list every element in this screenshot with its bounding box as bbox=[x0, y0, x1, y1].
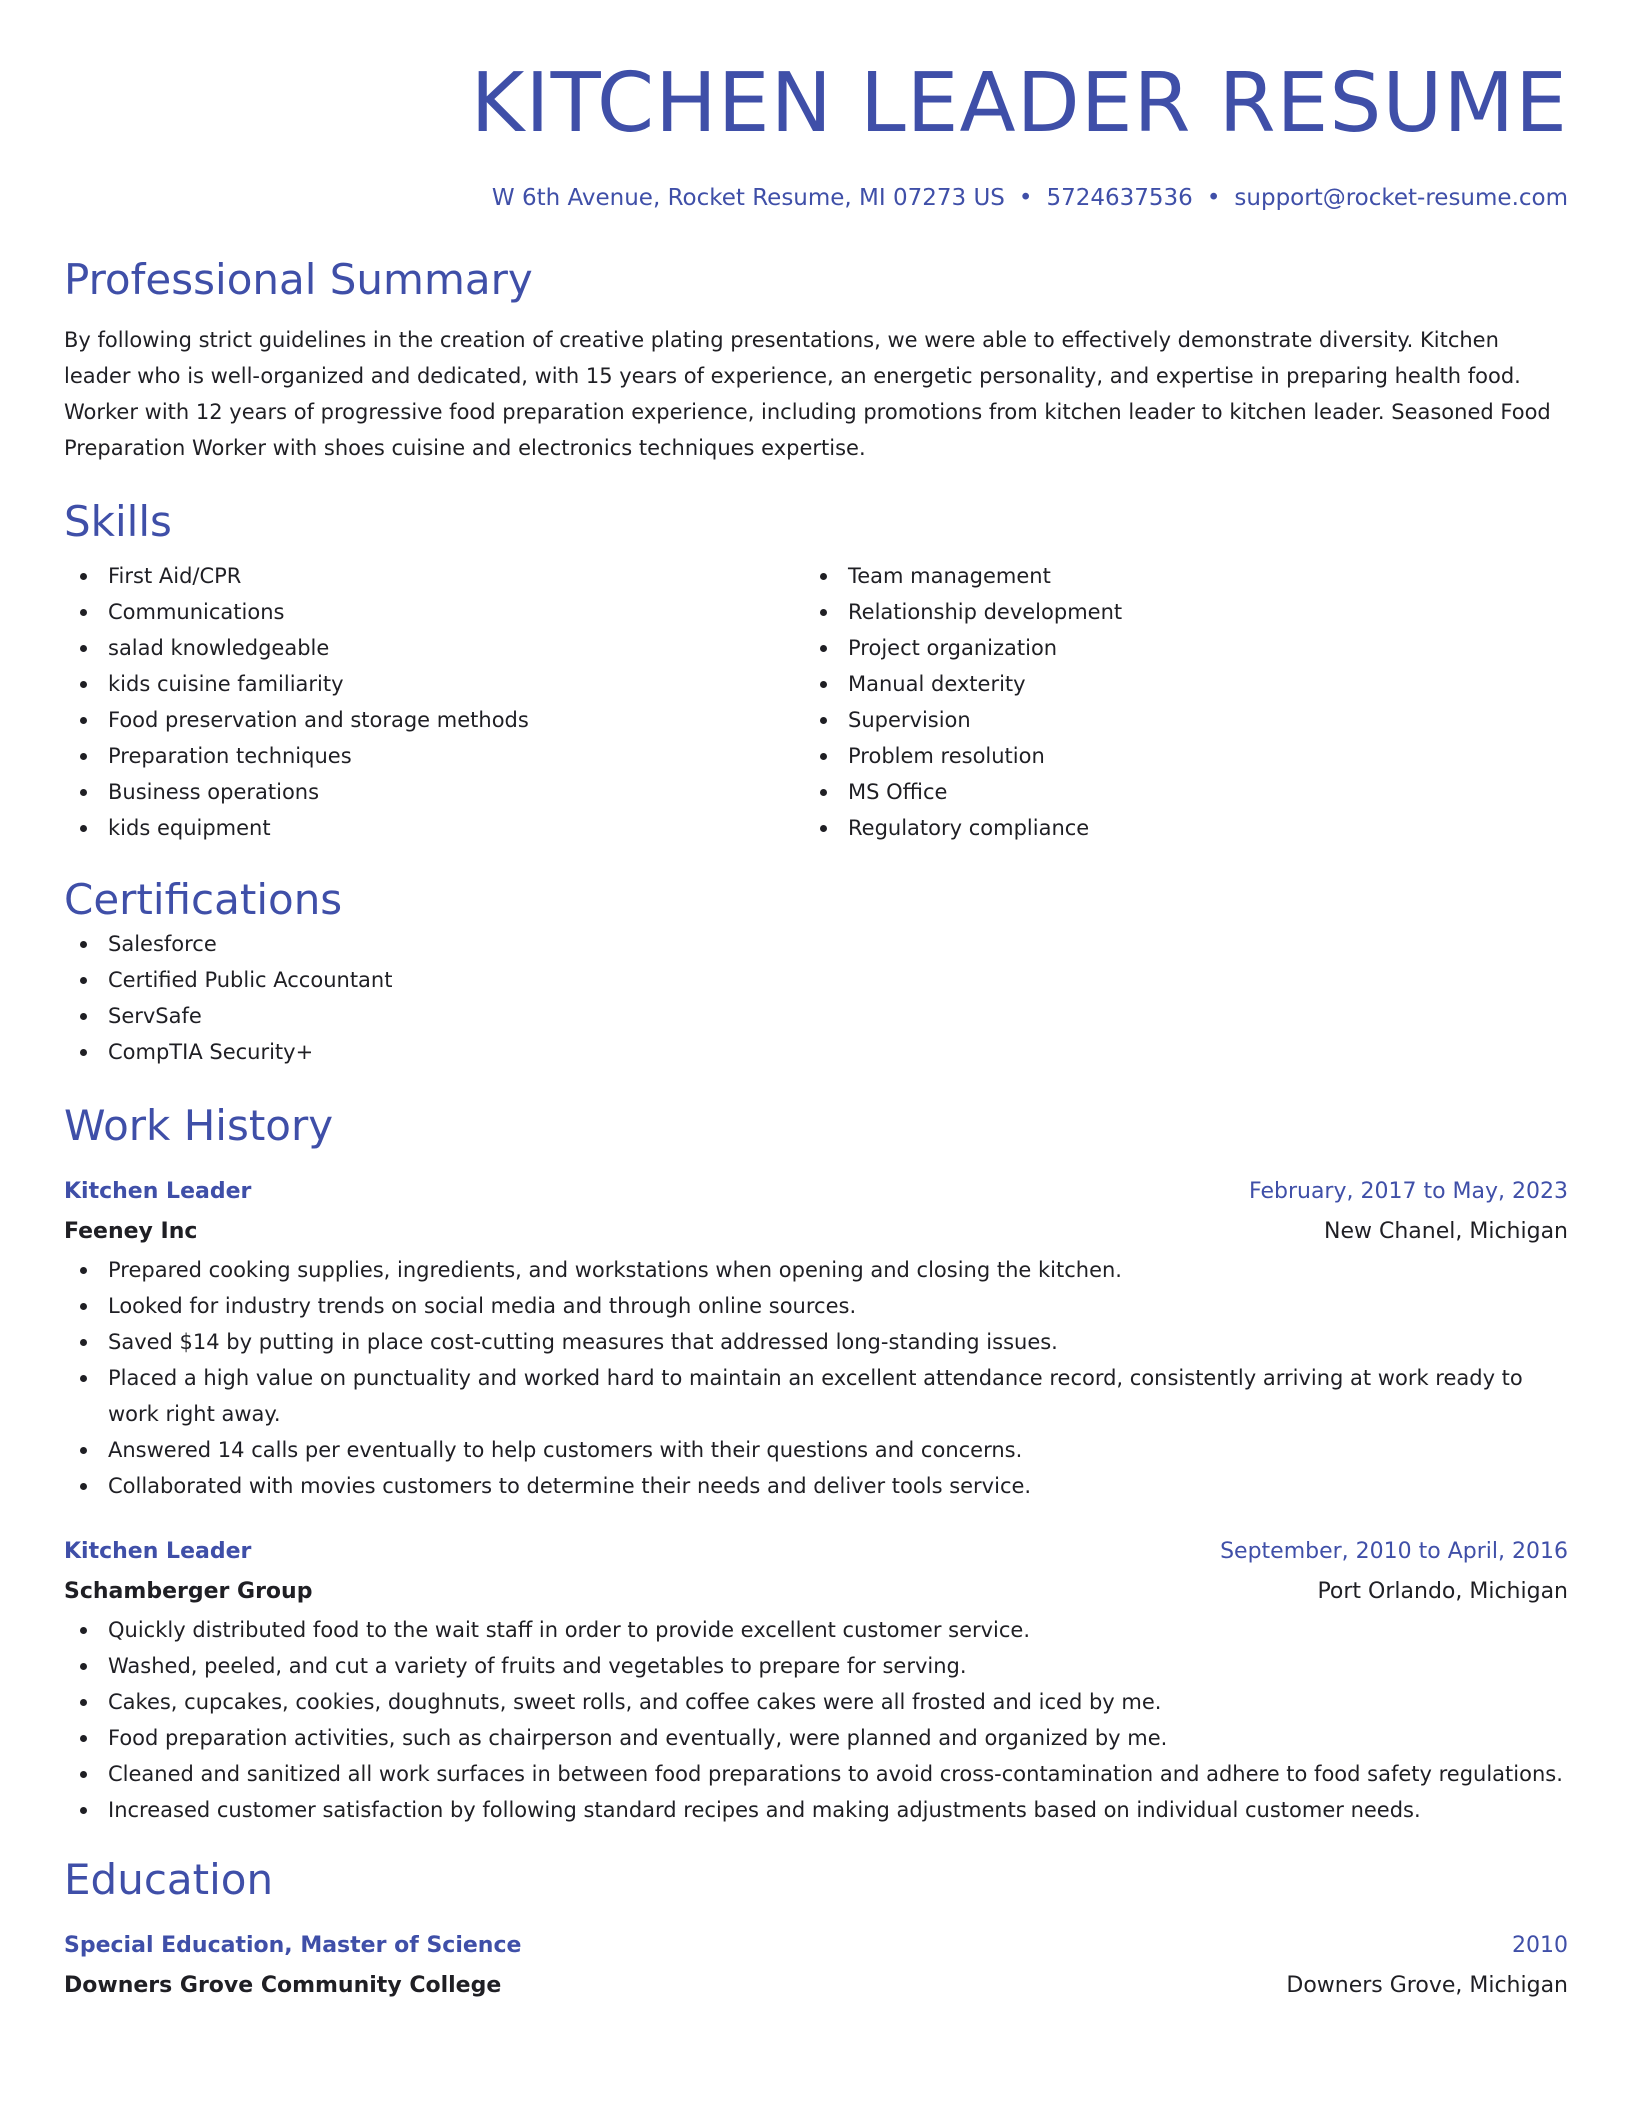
skill-item: Business operations bbox=[64, 774, 804, 810]
education-school: Downers Grove Community College bbox=[64, 1973, 502, 1998]
job-dates: February, 2017 to May, 2023 bbox=[1249, 1179, 1568, 1204]
contact-address: W 6th Avenue, Rocket Resume, MI 07273 US bbox=[491, 185, 1005, 211]
education-entry bbox=[64, 1926, 1568, 2006]
summary-text: By following strict guidelines in the creation of creative plating presentations, we were able to effectively demonstrate diversity. Kitchen leader who is well-organized and dedicated, with 15 years of experience, an energetic personality, and expertise in preparing health food. Worker with 12 years of progressive food preparation experience, including promotions from kitchen leader to kitchen leader. Seasoned Food Preparation Worker with shoes cuisine and electronics techniques expertise. bbox=[64, 328, 1551, 460]
skill-item: Problem resolution bbox=[804, 738, 1544, 774]
skill-item: Food preservation and storage methods bbox=[64, 702, 804, 738]
skills-list-left bbox=[64, 558, 804, 846]
contact-separator: • bbox=[1018, 185, 1033, 211]
summary-heading: Professional Summary bbox=[64, 255, 533, 304]
contact-phone: 5724637536 bbox=[1046, 185, 1193, 211]
job-bullet: Increased customer satisfaction by following standard recipes and making adjustments based on individual customer needs. bbox=[64, 1792, 1568, 1828]
education-heading: Education bbox=[64, 1855, 274, 1904]
job-company-row bbox=[64, 1572, 1568, 1612]
skills-grid bbox=[64, 558, 1568, 846]
education-year: 2010 bbox=[1512, 1933, 1568, 1958]
certification-item: Salesforce bbox=[64, 926, 1568, 962]
skill-item: Manual dexterity bbox=[804, 666, 1544, 702]
skills-heading: Skills bbox=[64, 497, 172, 546]
skills-list-right bbox=[804, 558, 1544, 846]
education-header-row bbox=[64, 1926, 1568, 1966]
certification-item: Certified Public Accountant bbox=[64, 962, 1568, 998]
contact-email: support@rocket-resume.com bbox=[1234, 185, 1568, 211]
job-bullet: Washed, peeled, and cut a variety of fruits and vegetables to prepare for serving. bbox=[64, 1648, 1568, 1684]
skill-item: Regulatory compliance bbox=[804, 810, 1544, 846]
job-bullet: Food preparation activities, such as chairperson and eventually, were planned and organized by me. bbox=[64, 1720, 1568, 1756]
job-dates: September, 2010 to April, 2016 bbox=[1220, 1539, 1568, 1564]
contact-line bbox=[64, 182, 1568, 214]
education-location: Downers Grove, Michigan bbox=[1286, 1973, 1568, 1998]
job-header-row bbox=[64, 1172, 1568, 1212]
job-header-row bbox=[64, 1532, 1568, 1572]
job-bullet: Cleaned and sanitized all work surfaces in between food preparations to avoid cross-contamination and adhere to food safety regulations. bbox=[64, 1756, 1568, 1792]
job-bullet: Looked for industry trends on social media and through online sources. bbox=[64, 1288, 1568, 1324]
skill-item: MS Office bbox=[804, 774, 1544, 810]
job-location: Port Orlando, Michigan bbox=[1317, 1579, 1568, 1604]
job-bullets bbox=[64, 1252, 1568, 1504]
contact-separator: • bbox=[1206, 185, 1221, 211]
certifications-heading: Certifications bbox=[64, 875, 343, 924]
skill-item: Communications bbox=[64, 594, 804, 630]
job-location: New Chanel, Michigan bbox=[1324, 1219, 1568, 1244]
skills-column-right bbox=[804, 558, 1544, 846]
job-bullet: Answered 14 calls per eventually to help customers with their questions and concerns. bbox=[64, 1432, 1568, 1468]
job-entry bbox=[64, 1532, 1568, 1828]
skill-item: First Aid/CPR bbox=[64, 558, 804, 594]
job-entry bbox=[64, 1172, 1568, 1504]
skills-column-left bbox=[64, 558, 804, 846]
skill-item: Preparation techniques bbox=[64, 738, 804, 774]
job-bullet: Prepared cooking supplies, ingredients, and workstations when opening and closing the kitchen. bbox=[64, 1252, 1568, 1288]
job-bullet: Quickly distributed food to the wait staff in order to provide excellent customer service. bbox=[64, 1612, 1568, 1648]
job-bullets bbox=[64, 1612, 1568, 1828]
job-bullet: Cakes, cupcakes, cookies, doughnuts, sweet rolls, and coffee cakes were all frosted and iced by me. bbox=[64, 1684, 1568, 1720]
skill-item: Project organization bbox=[804, 630, 1544, 666]
skill-item: kids cuisine familiarity bbox=[64, 666, 804, 702]
skill-item: Supervision bbox=[804, 702, 1544, 738]
job-title: Kitchen Leader bbox=[64, 1539, 252, 1564]
job-company: Schamberger Group bbox=[64, 1579, 313, 1604]
skill-item: salad knowledgeable bbox=[64, 630, 804, 666]
job-bullet: Placed a high value on punctuality and worked hard to maintain an excellent attendance record, consistently arriving at work ready to work right away. bbox=[64, 1360, 1568, 1432]
education-degree: Special Education, Master of Science bbox=[64, 1933, 522, 1958]
certification-item: ServSafe bbox=[64, 998, 1568, 1034]
certification-item: CompTIA Security+ bbox=[64, 1034, 1568, 1070]
certifications-list bbox=[64, 926, 1568, 1070]
skill-item: kids equipment bbox=[64, 810, 804, 846]
work-history-heading: Work History bbox=[64, 1101, 334, 1150]
skill-item: Relationship development bbox=[804, 594, 1544, 630]
job-title: Kitchen Leader bbox=[64, 1179, 252, 1204]
resume-name: KITCHEN LEADER RESUME bbox=[470, 56, 1568, 151]
skill-item: Team management bbox=[804, 558, 1544, 594]
job-bullet: Collaborated with movies customers to determine their needs and deliver tools service. bbox=[64, 1468, 1568, 1504]
job-company-row bbox=[64, 1212, 1568, 1252]
education-school-row bbox=[64, 1966, 1568, 2006]
job-bullet: Saved $14 by putting in place cost-cutting measures that addressed long-standing issues. bbox=[64, 1324, 1568, 1360]
job-company: Feeney Inc bbox=[64, 1219, 198, 1244]
